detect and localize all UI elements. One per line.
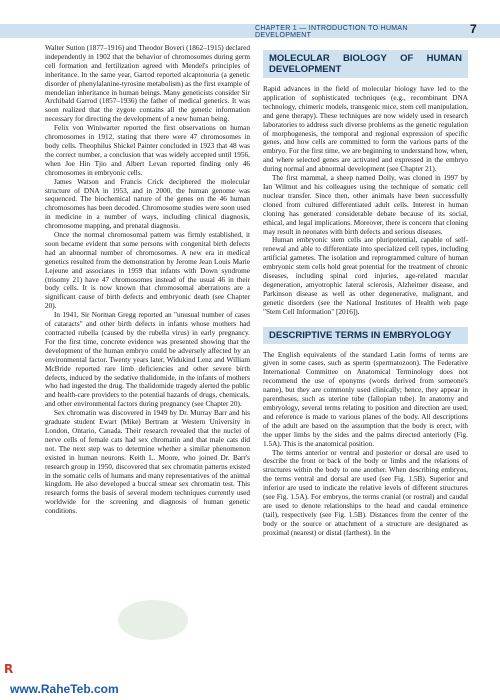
watermark-stamp-icon	[118, 600, 188, 640]
paragraph: Walter Sutton (1877–1916) and Theodor Boveri (1862–1915) declared independently in 1902 that the behavior of chromosomes during germ cell formation and fertilization agreed with Mendel's principles of inheritance. In the same year, Garrod reported alcaptonuria (a genetic disorder of phenylalanine-tyrosine metabolism) as the first example of mendelian inheritance in human beings. Many geneticists consider Sir Archibald Garrod (1857–1936) the father of medical genetics. It was soon realized that the zygote contains all the genetic information necessary for directing the development of a new human being.	[45, 44, 250, 124]
paragraph: Once the normal chromosomal pattern was firmly established, it soon became evident that some persons with congenital birth defects had an abnormal number of chromosomes. A new era in medical genetics resulted from the demonstration by Jerome Jean Louis Marie Lejeune and associates in 1959 that infants with Down syndrome (trisomy 21) have 47 chromosomes instead of the usual 46 in their body cells. It is now known that chromosomal aberrations are a significant cause of birth defects and embryonic death (see Chapter 20).	[45, 231, 250, 311]
paragraph: Sex chromatin was discovered in 1949 by Dr. Murray Barr and his graduate student Ewart (Mike) Bertram at Western University in London, Ontario, Canada. Their research revealed that the nuclei of nerve cells of female cats had sex chromatin and that male cats did not. The next step was to determine whether a similar phenomenon existed in human neurons. Keith L. Moore, who joined Dr. Barr's research group in 1950, discovered that sex chromatin patterns existed in the somatic cells of humans and many representatives of the animal kingdom. He also developed a buccal smear sex chromatin test. This research forms the basis of several modern techniques currently used worldwide for the screening and diagnosis of human genetic conditions.	[45, 409, 250, 516]
chapter-running-head: CHAPTER 1 — INTRODUCTION TO HUMAN DEVELOPMENT	[255, 25, 408, 39]
paragraph: James Watson and Francis Crick deciphered the molecular structure of DNA in 1953, and in 2000, the human genome was sequenced. The biochemical nature of the genes on the 46 human chromosomes has been decoded. Chromosome studies were soon used in medicine in a number of ways, including clinical diagnosis, chromosome mapping, and prenatal diagnosis.	[45, 177, 250, 231]
paragraph: Rapid advances in the field of molecular biology have led to the application of sophisticated techniques (e.g., recombinant DNA technology, chimeric models, transgenic mice, stem cell manipulation, and gene therapy). These techniques are now widely used in research laboratories to address such diverse problems as the genetic regulation of morphogenesis, the temporal and regional expression of specific genes, and how cells are committed to form the various parts of the embryo. For the first time, we are beginning to understand how, when, and where selected genes are activated and expressed in the embryo during normal and abnormal development (see Chapter 21).	[263, 85, 468, 174]
left-column	[45, 44, 250, 516]
right-column	[263, 44, 468, 538]
paragraph: The English equivalents of the standard Latin forms of terms are given in some cases, such as sperm (spermatozoon). The Federative International Committee on Anatomical Terminology does not recommend the use of eponyms (words derived from someone's name), but they are commonly used clinically; hence, they appear in parentheses, such as uterine tube (fallopian tube). In anatomy and embryology, several terms relating to position and direction are used, and reference is made to various planes of the body. All descriptions of the adult are based on the assumption that the body is erect, with the upper limbs by the sides and the palms directed anteriorly (Fig. 1.5A). This is the anatomical position.	[263, 350, 468, 448]
section-heading-molecular-biology: MOLECULAR BIOLOGY OF HUMAN DEVELOPMENT	[263, 50, 468, 78]
paragraph: In 1941, Sir Norman Gregg reported an "unusual number of cases of cataracts" and other birth defects in infants whose mothers had contracted rubella (caused by the rubella virus) in early pregnancy. For the first time, concrete evidence was presented showing that the development of the human embryo could be adversely affected by an environmental factor. Twenty years later, Widukind Lenz and William McBride reported rare limb deficiencies and other severe birth defects, induced by the sedative thalidomide, in the infants of mothers who had ingested the drug. The thalidomide tragedy alerted the public and health-care providers to the potential hazards of drugs, chemicals, and other environmental factors during pregnancy (see Chapter 20).	[45, 311, 250, 409]
footer-logo-icon: R	[4, 662, 14, 676]
paragraph: The first mammal, a sheep named Dolly, was cloned in 1997 by Ian Wilmut and his colleagues using the technique of somatic cell nuclear transfer. Since then, other animals have been successfully cloned from cultured differentiated adult cells. Interest in human cloning has generated considerable debate because of its social, ethical, and legal implications. Moreover, there is concern that cloning may result in neonates with birth defects and serious diseases.	[263, 174, 468, 236]
section-heading-descriptive-terms: DESCRIPTIVE TERMS IN EMBRYOLOGY	[263, 327, 468, 344]
paragraph: Human embryonic stem cells are pluripotential, capable of self-renewal and able to differentiate into specialized cell types, including artificial gametes. The isolation and reprogrammed culture of human embryonic stem cells hold great potential for the treatment of chronic diseases, including spinal cord injuries, age-related macular degeneration, amyotrophic lateral sclerosis, Alzheimer disease, and Parkinson disease as well as other degenerative, malignant, and genetic disorders (see the National Institutes of Health web page "Stem Cell Information" [2016]).	[263, 236, 468, 316]
paragraph: The terms anterior or ventral and posterior or dorsal are used to describe the front or back of the body or limbs and the relations of structures within the body to one another. When describing embryos, the terms ventral and dorsal are used (see Fig. 1.5B). Superior and inferior are used to indicate the relative levels of different structures (see Fig. 1.5A). For embryos, the terms cranial (or rostral) and caudal are used to denote relationships to the head and caudal eminence (tail), respectively (see Fig. 1.5B). Distances from the center of the body or the source or attachment of a structure are designated as proximal (nearest) or distal (farthest). In the	[263, 448, 468, 537]
footer-url-link[interactable]: www.RaheTeb.com	[10, 682, 119, 696]
page-number: 7	[470, 22, 477, 36]
paragraph: Felix von Winiwarter reported the first observations on human chromosomes in 1912, stating that there were 47 chromosomes in body cells. Theophilus Shickel Painter concluded in 1923 that 48 was the correct number, a conclusion that was widely accepted until 1956, when Joe Hin Tjio and Albert Levan reported finding only 46 chromosomes in embryonic cells.	[45, 124, 250, 177]
